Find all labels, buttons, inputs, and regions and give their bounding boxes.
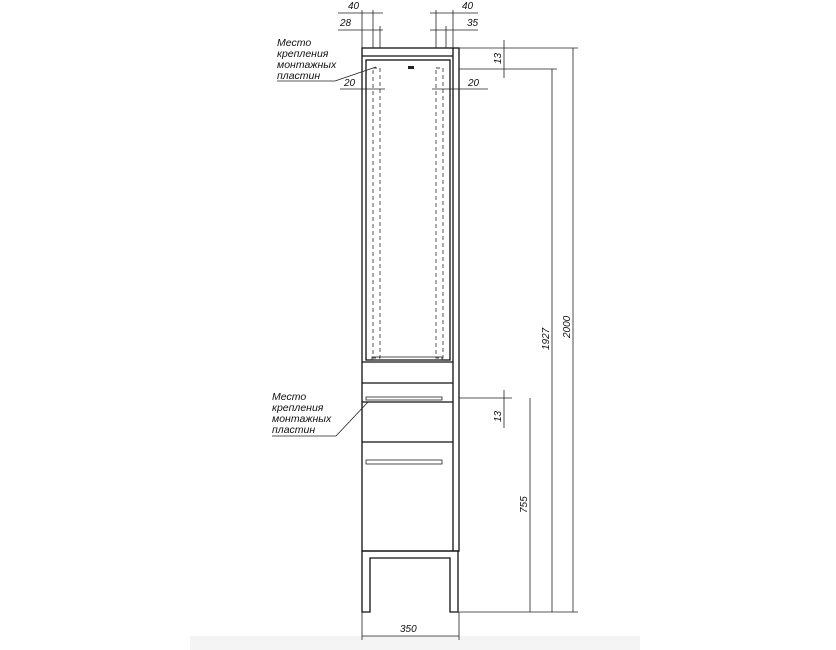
lower-door-handle: [366, 460, 442, 464]
dim-13-top: 13: [493, 52, 504, 64]
cabinet-legs: [362, 551, 458, 612]
note-top-leader: [335, 67, 376, 81]
dim-350: 350: [400, 624, 417, 635]
dim-40-right: 40: [462, 1, 474, 12]
cabinet-body: [362, 48, 459, 612]
bottom-dimension: [362, 612, 459, 640]
note-top-line-4: пластин: [277, 70, 321, 82]
note-top-line-1: Место: [277, 37, 312, 49]
note-bottom-line-2: крепления: [272, 402, 324, 414]
dim-755: 755: [519, 496, 530, 513]
note-top-line-3: монтажных: [277, 59, 337, 71]
left-inner-rail: [373, 68, 380, 358]
note-bottom: [272, 391, 368, 436]
drawer-handle: [366, 397, 442, 400]
note-bottom-line-4: пластин: [272, 424, 316, 436]
note-bottom-leader: [336, 402, 368, 436]
dim-40-left: 40: [348, 1, 360, 12]
right-inner-rail: [436, 68, 443, 358]
note-top: [277, 37, 376, 82]
right-dimensions: [459, 40, 578, 612]
dim-35-right: 35: [467, 18, 479, 29]
dim-28-left: 28: [340, 18, 352, 29]
dim-1927: 1927: [541, 327, 552, 350]
dim-13-mid: 13: [493, 410, 504, 422]
dim-2000: 2000: [562, 315, 573, 338]
note-bottom-line-3: монтажных: [272, 413, 332, 425]
dim-20-right: 20: [468, 78, 480, 89]
cabinet-outline: [362, 48, 459, 551]
dim-20-left: 20: [344, 78, 356, 89]
top-dimensions: [338, 1, 488, 89]
upper-door: [366, 60, 450, 360]
note-top-line-2: крепления: [277, 48, 329, 60]
top-hinge-mark: [408, 66, 414, 69]
note-bottom-line-1: Место: [272, 391, 307, 403]
